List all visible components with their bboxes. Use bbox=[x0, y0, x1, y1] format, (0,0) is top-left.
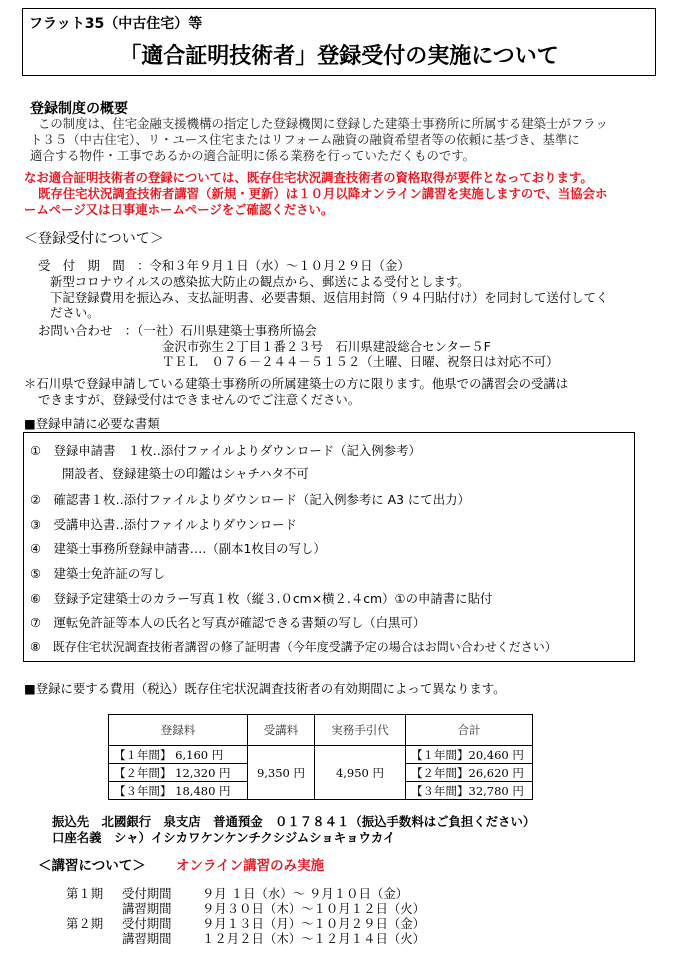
document-item: ⑧ 既存住宅状況調査技術者講習の修了証明書（今年度受講予定の場合はお問い合わせください） bbox=[30, 640, 557, 654]
schedule-dates: １２月２日（木）～１２月１４日（火） bbox=[202, 931, 426, 946]
page-subtitle: フラット35（中古住宅）等 bbox=[29, 16, 203, 32]
reception-note: ださい。 bbox=[50, 305, 100, 320]
fee-registration-cell: 【３年間】 18,480 円 bbox=[109, 782, 248, 800]
contact-label: お問い合わせ ：（一社）石川県建築士事務所協会 bbox=[38, 323, 317, 338]
fee-manual-cell: 4,950 円 bbox=[315, 746, 406, 800]
fee-total-cell: 【１年間】20,460 円 bbox=[406, 746, 533, 764]
contact-tel: ＴＥＬ ０７６－２４４－５１５２（土曜、日曜、祝祭日は対応不可） bbox=[162, 354, 559, 369]
fee-registration-cell: 【１年間】 6,160 円 bbox=[109, 746, 248, 764]
schedule-dates: ９月３０日（木）～１０月１２日（火） bbox=[202, 901, 426, 916]
documents-heading: ■登録申請に必要な書類 bbox=[24, 416, 160, 431]
notice-line: 既存住宅状況調査技術者講習（新規・更新）は１０月以降オンライン講習を実施しますので、当協会ホ bbox=[38, 186, 608, 201]
fee-table bbox=[108, 714, 533, 800]
notice-line: なお適合証明技術者の登録については、既存住宅状況調査技術者の資格取得が要件となっております。 bbox=[24, 170, 593, 185]
schedule-term: 第２期 bbox=[66, 916, 104, 931]
schedule-label: 受付期間 bbox=[122, 886, 172, 901]
reception-note: 新型コロナウイルスの感染拡大防止の観点から、郵送による受付とします。 bbox=[50, 274, 470, 289]
document-item: ① 登録申請書 １枚‥添付ファイルよりダウンロード（記入例参考） bbox=[30, 443, 421, 458]
course-heading: ＜講習について＞ bbox=[38, 858, 146, 874]
fees-heading: ■登録に要する費用（税込）既存住宅状況調査技術者の有効期間によって異なります。 bbox=[24, 681, 506, 696]
overview-line: 適合する物件・工事であるかの適合証明に係る業務を行っていただくものです。 bbox=[30, 148, 476, 163]
reception-note: 下記登録費用を振込み、支払証明書、必要書類、返信用封筒（９４円貼付け）を同封して送付してく bbox=[50, 290, 609, 305]
notice-line: ームページ又は日事連ホームページをご確認ください。 bbox=[24, 202, 334, 217]
bank-transfer: 振込先 北國銀行 泉支店 普通預金 ０１７８４１（振込手数料はご負担ください） bbox=[52, 814, 536, 829]
fee-registration-cell: 【２年間】 12,320 円 bbox=[109, 764, 248, 782]
schedule-label: 講習期間 bbox=[122, 901, 172, 916]
document-item: ⑥ 登録予定建築士のカラー写真１枚（縦３.０cm×横２.４cm）①の申請書に貼付 bbox=[30, 591, 493, 606]
schedule-label: 受付期間 bbox=[122, 916, 172, 931]
contact-address: 金沢市弥生２丁目１番２３号 石川県建設総合センター５F bbox=[162, 339, 491, 354]
document-item: ② 確認書１枚‥添付ファイルよりダウンロード（記入例参考に A3 にて出力） bbox=[30, 492, 470, 507]
schedule-dates: ９月１３日（月）～１０月２９日（金） bbox=[202, 916, 426, 931]
overview-line: ト３５（中古住宅）、リ・ユース住宅またはリフォーム融資の融資希望者等の依頼に基づき、基準に bbox=[30, 132, 580, 147]
document-item: ③ 受講申込書‥添付ファイルよりダウンロード bbox=[30, 517, 297, 532]
fee-course-cell: 9,350 円 bbox=[248, 746, 315, 800]
page-title: 「適合証明技術者」登録受付の実施について bbox=[119, 44, 559, 69]
overview-line: この制度は、住宅金融支援機構の指定した登録機関に登録した建築士事務所に所属する建築士がフラッ bbox=[38, 116, 608, 131]
document-item: ④ 建築士事務所登録申請書‥‥（副本1枚目の写し） bbox=[30, 541, 326, 556]
fee-header-registration: 登録料 bbox=[109, 715, 248, 746]
reception-warning: できますが、登録受付はできませんのでご注意ください。 bbox=[38, 392, 361, 407]
course-online-label: オンライン講習のみ実施 bbox=[176, 858, 325, 874]
reception-warning: ＊石川県で登録申請している建築士事務所の所属建築士の方に限ります。他県での講習会の受講は bbox=[24, 376, 569, 391]
document-item: ⑦ 運転免許証等本人の氏名と写真が確認できる書類の写し（白黒可） bbox=[30, 615, 426, 630]
schedule-dates: ９月 １日（水）～ ９月１０日（金） bbox=[202, 886, 409, 901]
documents-box bbox=[23, 432, 635, 662]
reception-period: 受 付 期 間 ：令和３年９月１日（水）～１０月２９日（金） bbox=[38, 258, 410, 273]
title-box bbox=[22, 8, 656, 76]
fee-total-cell: 【２年間】26,620 円 bbox=[406, 764, 533, 782]
fee-header-total: 合計 bbox=[406, 715, 533, 746]
schedule-label: 講習期間 bbox=[122, 931, 172, 946]
document-item: ⑤ 建築士免許証の写し bbox=[30, 566, 166, 581]
bank-account-name: 口座名義 シャ）イシカワケンケンチクシジムショキョウカイ bbox=[52, 830, 396, 845]
fee-header-course: 受講料 bbox=[248, 715, 315, 746]
overview-heading: 登録制度の概要 bbox=[30, 101, 128, 117]
schedule-term: 第１期 bbox=[66, 886, 104, 901]
fee-total-cell: 【３年間】32,780 円 bbox=[406, 782, 533, 800]
reception-heading: ＜登録受付について＞ bbox=[24, 231, 164, 247]
document-item-note: 開設者、登録建築士の印鑑はシャチハタ不可 bbox=[62, 466, 309, 481]
fee-header-manual: 実務手引代 bbox=[315, 715, 406, 746]
